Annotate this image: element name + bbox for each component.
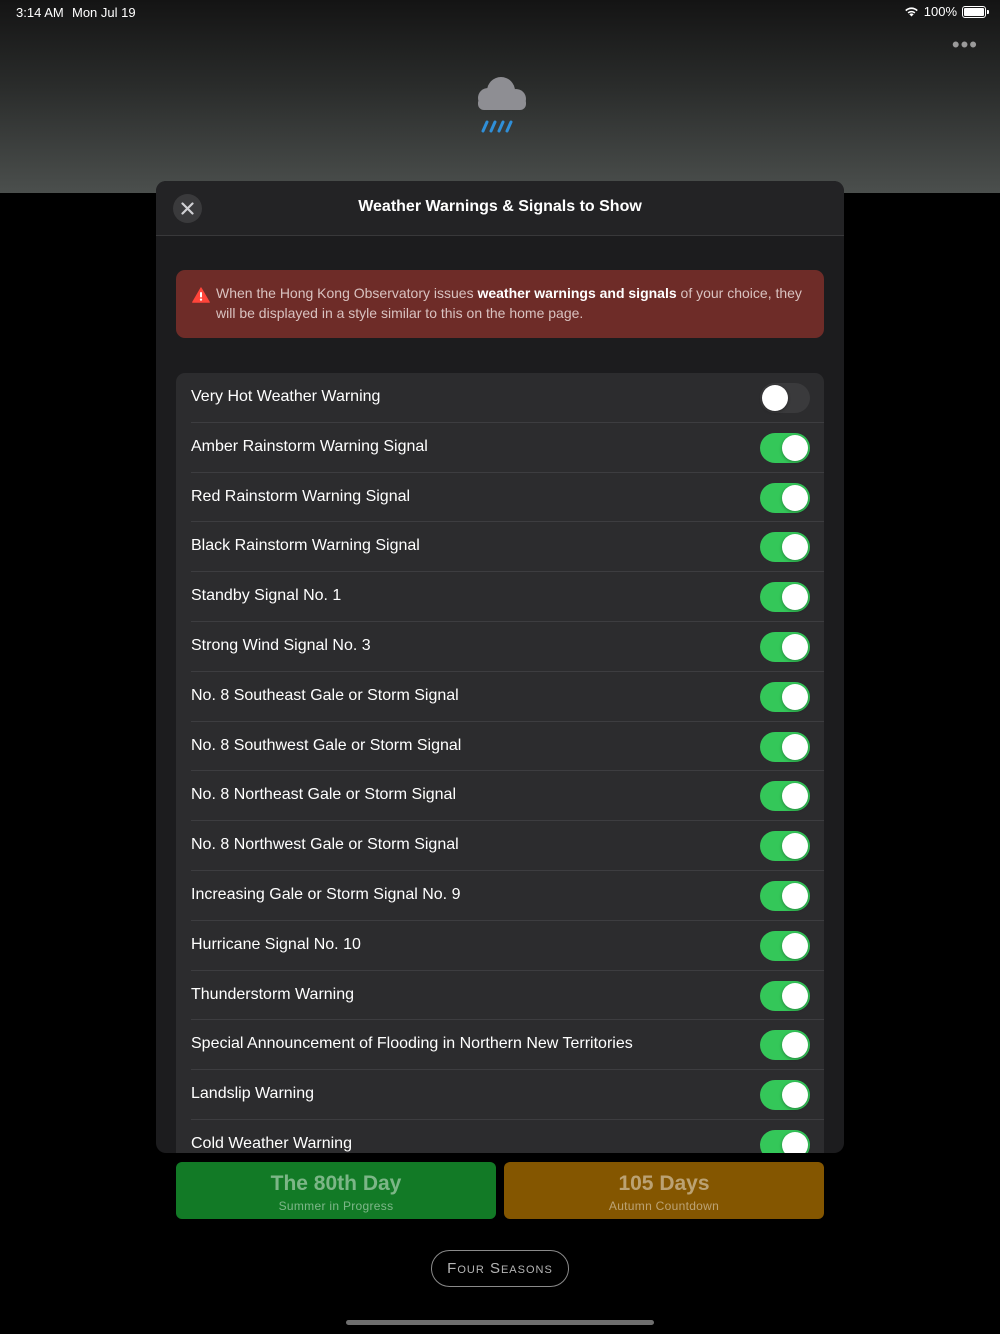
warning-toggle[interactable]	[760, 781, 810, 811]
warning-row-label: Increasing Gale or Storm Signal No. 9	[191, 885, 461, 903]
warning-row	[191, 921, 824, 971]
toggle-knob	[782, 933, 808, 959]
toggle-knob	[762, 385, 788, 411]
warning-row-label: No. 8 Southeast Gale or Storm Signal	[191, 686, 459, 704]
warning-row	[191, 622, 824, 672]
warning-toggle[interactable]	[760, 483, 810, 513]
warning-row-label: Black Rainstorm Warning Signal	[191, 537, 420, 555]
warning-row-label: Hurricane Signal No. 10	[191, 935, 361, 953]
toggle-knob	[782, 1032, 808, 1058]
warning-toggle[interactable]	[760, 1080, 810, 1110]
warning-row	[191, 373, 824, 423]
warning-toggle[interactable]	[760, 582, 810, 612]
warning-row-label: Thunderstorm Warning	[191, 985, 355, 1003]
warning-row	[191, 821, 824, 871]
warning-row-label: Strong Wind Signal No. 3	[191, 636, 371, 654]
warning-toggle[interactable]	[760, 433, 810, 463]
warning-row	[191, 1070, 824, 1120]
warning-row	[191, 1120, 824, 1153]
warning-row	[191, 672, 824, 722]
summer-card[interactable]	[176, 1162, 496, 1219]
warnings-list	[176, 373, 824, 1153]
warning-row-label: Cold Weather Warning	[191, 1134, 352, 1152]
warning-row-label: Very Hot Weather Warning	[191, 388, 381, 405]
wifi-icon	[904, 6, 919, 17]
ellipsis-icon[interactable]: •••	[951, 32, 978, 57]
status-indicators	[904, 4, 986, 19]
toggle-knob	[782, 783, 808, 809]
toggle-knob	[782, 1132, 808, 1153]
warning-row	[191, 572, 824, 622]
warning-toggle[interactable]	[760, 732, 810, 762]
warning-toggle[interactable]	[760, 1030, 810, 1060]
toggle-knob	[782, 485, 808, 511]
warning-row-label: Red Rainstorm Warning Signal	[191, 487, 411, 505]
sheet-title: Weather Warnings & Signals to Show	[358, 198, 642, 215]
warning-row-label: No. 8 Northwest Gale or Storm Signal	[191, 836, 459, 854]
autumn-card-title: 105 Days	[618, 1172, 710, 1195]
notice-text: When the Hong Kong Observatory issues weather warnings and signals of your choice, they will be displayed in a style similar to this on the home page.	[216, 285, 802, 321]
notice-banner	[176, 270, 824, 338]
warning-toggle[interactable]	[760, 532, 810, 562]
warning-toggle[interactable]	[760, 931, 810, 961]
toggle-knob	[782, 734, 808, 760]
warning-toggle[interactable]	[760, 682, 810, 712]
summer-card-title: The 80th Day	[270, 1172, 402, 1195]
warning-row	[191, 473, 824, 523]
warning-row-label: Special Announcement of Flooding in Northern New Territories	[191, 1035, 633, 1053]
autumn-card[interactable]	[504, 1162, 824, 1219]
warning-row	[191, 423, 824, 473]
toggle-knob	[782, 584, 808, 610]
autumn-card-subtitle: Autumn Countdown	[608, 1199, 720, 1213]
toggle-knob	[782, 983, 808, 1009]
warning-row	[191, 722, 824, 772]
summer-card-subtitle: Summer in Progress	[278, 1199, 394, 1213]
rain-cloud-icon	[470, 74, 530, 136]
toggle-knob	[782, 833, 808, 859]
home-indicator[interactable]	[346, 1320, 654, 1325]
toggle-knob	[782, 435, 808, 461]
toggle-knob	[782, 534, 808, 560]
status-time: 3:14 AM	[16, 5, 64, 20]
warning-row-label: Standby Signal No. 1	[191, 587, 342, 605]
warning-row	[191, 1020, 824, 1070]
status-bar	[0, 0, 1000, 24]
warning-row-label: No. 8 Northeast Gale or Storm Signal	[191, 786, 457, 804]
sheet-header	[156, 181, 844, 236]
four-seasons-button[interactable]: Four Seasons	[431, 1250, 569, 1287]
toggle-knob	[782, 634, 808, 660]
status-date: Mon Jul 19	[72, 5, 136, 20]
season-cards	[176, 1162, 824, 1219]
warning-row	[191, 971, 824, 1021]
warning-row	[191, 771, 824, 821]
warning-toggle[interactable]	[760, 981, 810, 1011]
weather-header-background	[0, 0, 1000, 193]
toggle-knob	[782, 684, 808, 710]
warning-row	[191, 522, 824, 572]
warning-toggle[interactable]	[760, 831, 810, 861]
toggle-knob	[782, 883, 808, 909]
warning-row-label: Amber Rainstorm Warning Signal	[191, 437, 428, 455]
toggle-knob	[782, 1082, 808, 1108]
warning-row-label: Landslip Warning	[191, 1085, 315, 1103]
battery-percentage: 100%	[923, 4, 957, 19]
warning-toggle[interactable]	[760, 881, 810, 911]
warning-row	[191, 871, 824, 921]
warning-row-label: No. 8 Southwest Gale or Storm Signal	[191, 736, 462, 754]
warning-toggle[interactable]	[760, 383, 810, 413]
warning-triangle-icon	[192, 287, 210, 303]
warning-toggle[interactable]	[760, 1130, 810, 1153]
warnings-settings-sheet	[156, 181, 844, 1153]
warning-toggle[interactable]	[760, 632, 810, 662]
battery-icon	[962, 6, 986, 18]
